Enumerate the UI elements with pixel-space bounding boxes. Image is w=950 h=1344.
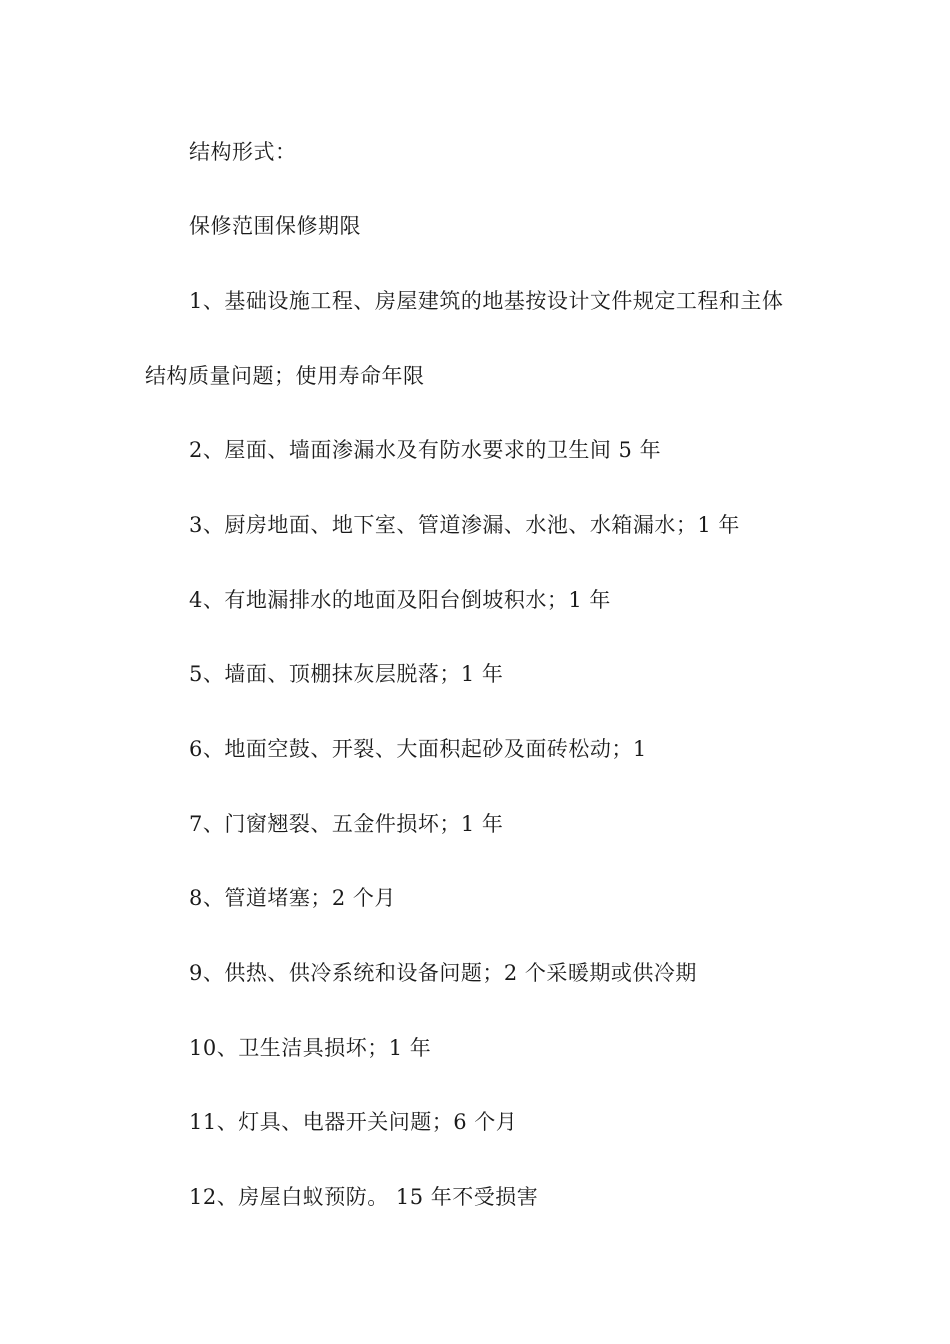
warranty-item-12: 12、房屋白蚁预防。 15 年不受损害	[189, 1185, 539, 1209]
warranty-item-5: 5、墙面、顶棚抹灰层脱落；1 年	[189, 662, 504, 686]
warranty-item-7: 7、门窗翘裂、五金件损坏；1 年	[189, 812, 504, 836]
warranty-item-8: 8、管道堵塞；2 个月	[189, 886, 396, 910]
warranty-item-9: 9、供热、供冷系统和设备问题；2 个采暖期或供冷期	[189, 961, 697, 985]
warranty-item-1: 1、基础设施工程、房屋建筑的地基按设计文件规定工程和主体	[189, 289, 784, 313]
warranty-item-1-continued: 结构质量问题；使用寿命年限	[145, 364, 425, 388]
structure-label: 结构形式：	[189, 140, 297, 164]
warranty-item-10: 10、卫生洁具损坏；1 年	[189, 1036, 432, 1060]
warranty-item-6: 6、地面空鼓、开裂、大面积起砂及面砖松动；1	[189, 737, 647, 761]
warranty-item-4: 4、有地漏排水的地面及阳台倒坡积水；1 年	[189, 588, 611, 612]
warranty-header: 保修范围保修期限	[189, 214, 361, 238]
warranty-item-11: 11、灯具、电器开关问题；6 个月	[189, 1110, 518, 1134]
warranty-item-3: 3、厨房地面、地下室、管道渗漏、水池、水箱漏水；1 年	[189, 513, 740, 537]
warranty-item-2: 2、屋面、墙面渗漏水及有防水要求的卫生间 5 年	[189, 438, 662, 462]
